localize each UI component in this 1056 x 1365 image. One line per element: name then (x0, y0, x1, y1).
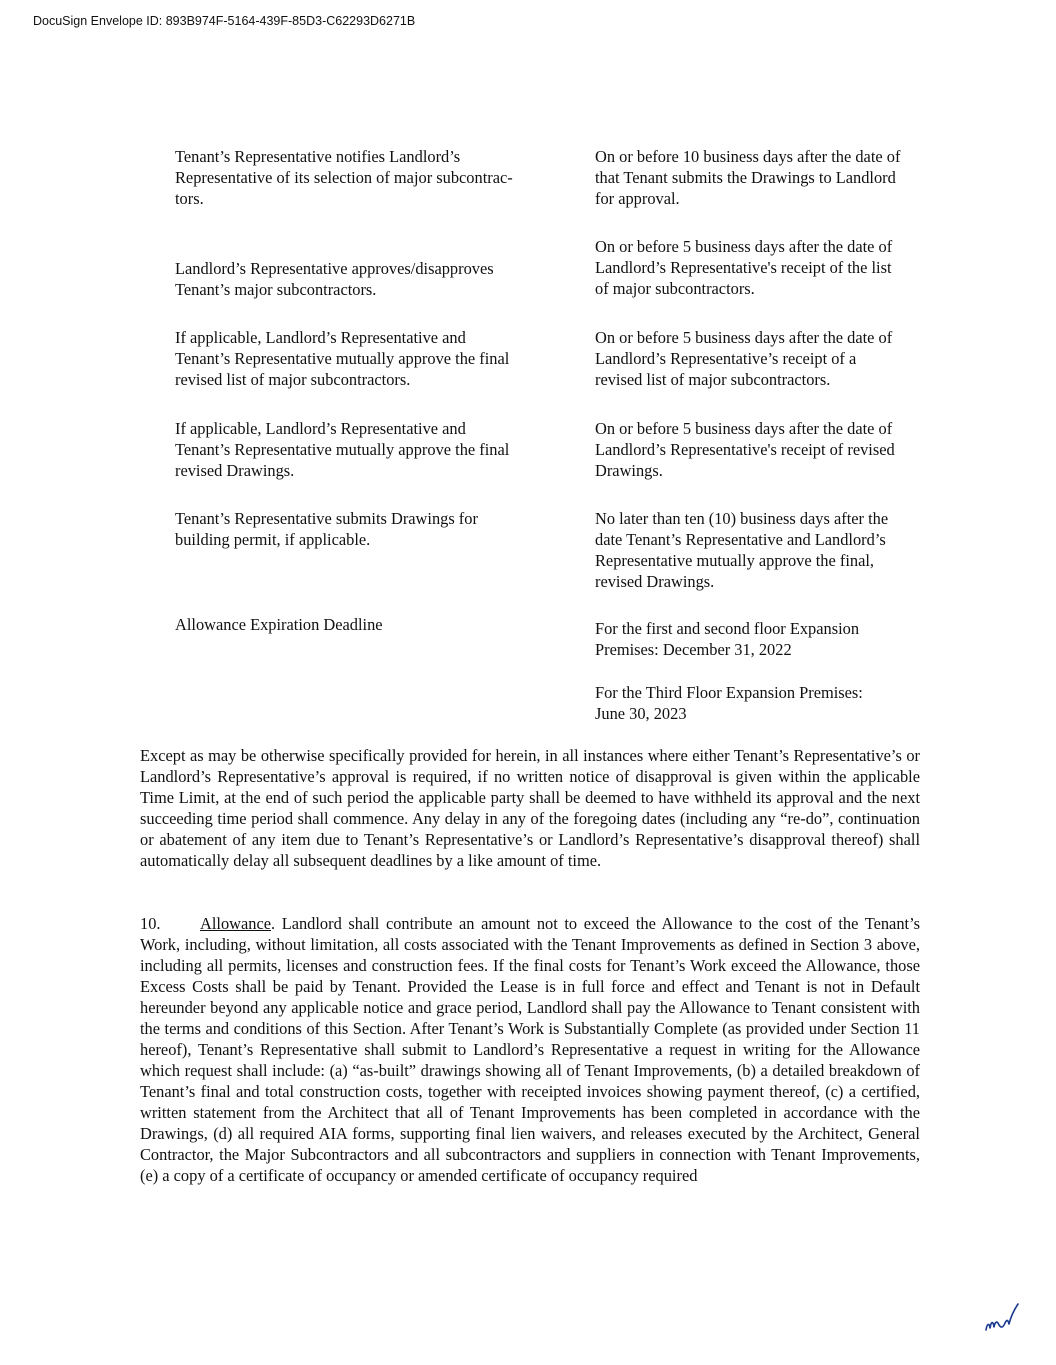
schedule-deadline: No later than ten (10) business days after the date Tenant’s Representative and Landlord’s Representative mutually approve the final, revised Drawings. (595, 509, 889, 591)
section-text: . Landlord shall contribute an amount not to exceed the Allowance to the cost of the Tenant’s Work, including, without limitation, all costs associated with the Tenant Improvements as defined in Section 3 above, including all permits, licenses and construction fees. If the final costs for Tenant’s Work exceed the Allowance, those Excess Costs shall be paid by Tenant. Provided the Lease is in full force and effect and Tenant is not in Default hereunder beyond any applicable notice and grace period, Landlord shall pay the Allowance to Tenant consistent with the terms and conditions of this Section. After Tenant’s Work is Substantially Complete (as provided under Section 11 hereof), Tenant’s Representative shall submit to Landlord’s Representative a request in writing for the Allowance which request shall include: (a) “as-built” drawings showing all of Tenant Improvements, (b) a detailed breakdown of Tenant’s final and total construction costs, together with receipted invoices showing payment thereof, (c) a certified, written statement from the Architect that all of Tenant Improvements has been completed in accordance with the Drawings, (d) all required AIA forms, supporting final lien waivers, and releases executed by the Architect, General Contractor, the Major Subcontractors and all subcontractors and suppliers in connection with Tenant Improvements, (e) a copy of a certificate of occupancy or amended certificate of occupancy required (140, 914, 920, 1185)
paragraph-time-limits: Except as may be otherwise specifically provided for herein, in all instances where either Tenant’s Representative’s or Landlord’s Representative’s approval is required, if no written notice of disapproval is given within the applicable Time Limit, at the end of such period the applicable party shall be deemed to have withheld its approval and the next succeeding time period shall commence. Any delay in any of the foregoing dates (including any “re-do”, continuation or abatement of any item due to Tenant’s Representative’s or Landlord’s Representative’s disapproval thereof) shall automatically delay all subsequent deadlines by a like amount of time. (140, 746, 920, 870)
schedule-event: Allowance Expiration Deadline (175, 615, 383, 634)
schedule-event: Tenant’s Representative notifies Landlord’s Representative of its selection of major subcontrac- tors. (175, 147, 513, 208)
docusign-envelope-id: DocuSign Envelope ID: 893B974F-5164-439F-85D3-C62293D6271B (33, 14, 416, 28)
schedule-deadline: On or before 5 business days after the date of Landlord’s Representative's receipt of revised Drawings. (595, 419, 895, 480)
section-heading: Allowance (200, 914, 271, 933)
schedule-event: Tenant’s Representative submits Drawings for building permit, if applicable. (175, 509, 478, 549)
schedule-deadline-third-floor: For the Third Floor Expansion Premises: June 30, 2023 (595, 683, 863, 723)
section-10-allowance (140, 913, 920, 1186)
schedule-deadline: On or before 5 business days after the date of Landlord’s Representative's receipt of the list of major subcontractors. (595, 237, 893, 298)
schedule-deadline: For the first and second floor Expansion Premises: December 31, 2022 (595, 619, 860, 659)
schedule-event: If applicable, Landlord’s Representative and Tenant’s Representative mutually approve the final revised list of major subcontractors. (175, 328, 510, 389)
schedule-deadline: On or before 10 business days after the date of that Tenant submits the Drawings to Landlord for approval. (595, 147, 901, 208)
section-number: 10. (140, 914, 161, 933)
schedule-event: Landlord’s Representative approves/disapproves Tenant’s major subcontractors. (175, 259, 494, 299)
initials-signature (982, 1298, 1022, 1338)
schedule-deadline: On or before 5 business days after the date of Landlord’s Representative’s receipt of a revised list of major subcontractors. (595, 328, 893, 389)
schedule-event: If applicable, Landlord’s Representative and Tenant’s Representative mutually approve the final revised Drawings. (175, 419, 510, 480)
